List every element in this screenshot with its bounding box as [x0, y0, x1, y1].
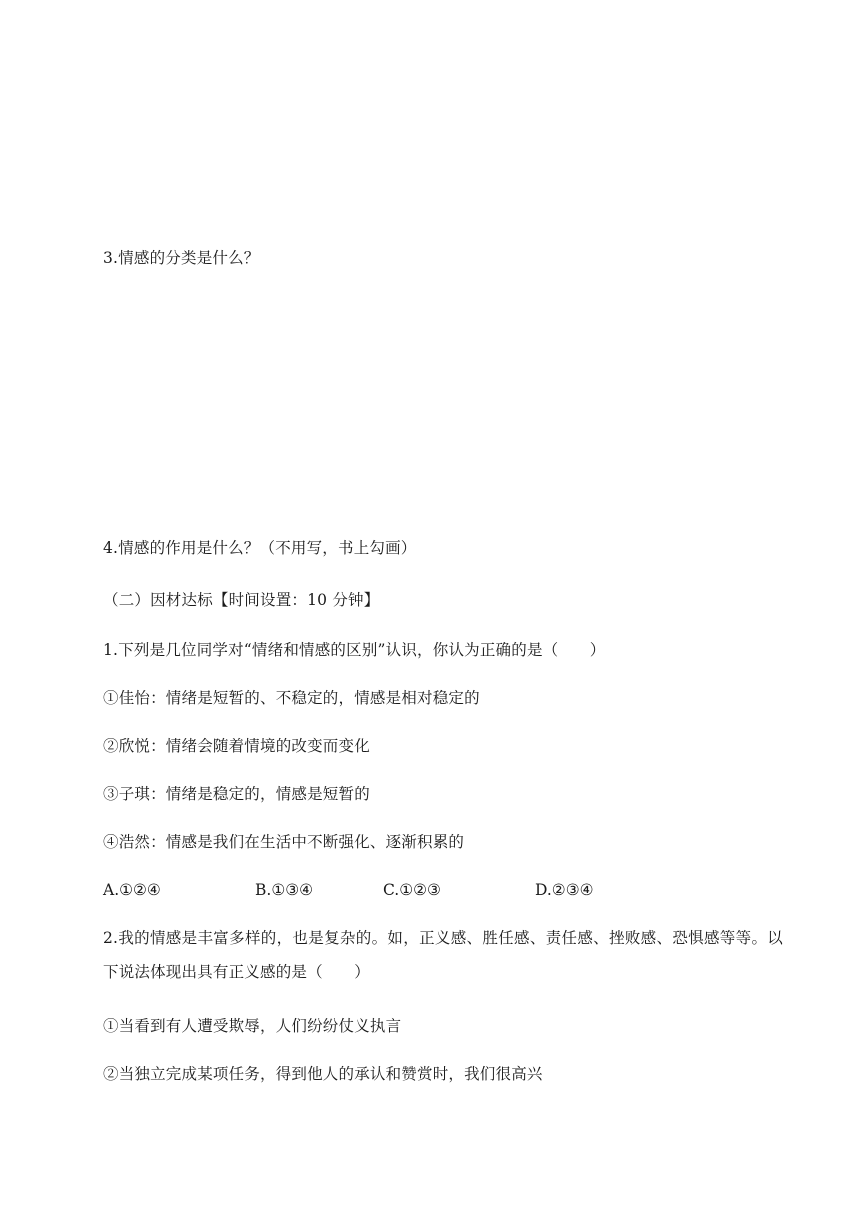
mcq2-stem: 2.我的情感是丰富多样的，也是复杂的。如，正义感、胜任感、责任感、挫败感、恐惧感等等。以下说法体现出具有正义感的是（ ）	[103, 929, 783, 981]
question-3: 3.情感的分类是什么？	[103, 249, 260, 267]
mcq2-item-1: ①当看到有人遭受欺辱，人们纷纷仗义执言	[103, 1017, 402, 1035]
question-4: 4.情感的作用是什么？（不用写，书上勾画）	[103, 539, 417, 557]
mcq1-option-a: A.①②④	[103, 881, 161, 899]
mcq1-item-2: ②欣悦：情绪会随着情境的改变而变化	[103, 737, 370, 755]
mcq1-stem: 1.下列是几位同学对“情绪和情感的区别”认识，你认为正确的是（ ）	[103, 641, 606, 659]
section-heading: （二）因材达标【时间设置：10 分钟】	[103, 591, 380, 609]
mcq1-item-3: ③子琪：情绪是稳定的，情感是短暂的	[103, 785, 370, 803]
mcq1-item-4: ④浩然：情感是我们在生活中不断强化、逐渐积累的	[103, 833, 465, 851]
mcq1-option-c: C.①②③	[383, 881, 441, 899]
mcq1-option-b: B.①③④	[255, 881, 314, 899]
mcq1-item-1: ①佳怡：情绪是短暂的、不稳定的，情感是相对稳定的	[103, 689, 480, 707]
mcq2-item-2: ②当独立完成某项任务，得到他人的承认和赞赏时，我们很高兴	[103, 1065, 543, 1083]
mcq1-option-d: D.②③④	[535, 881, 594, 899]
